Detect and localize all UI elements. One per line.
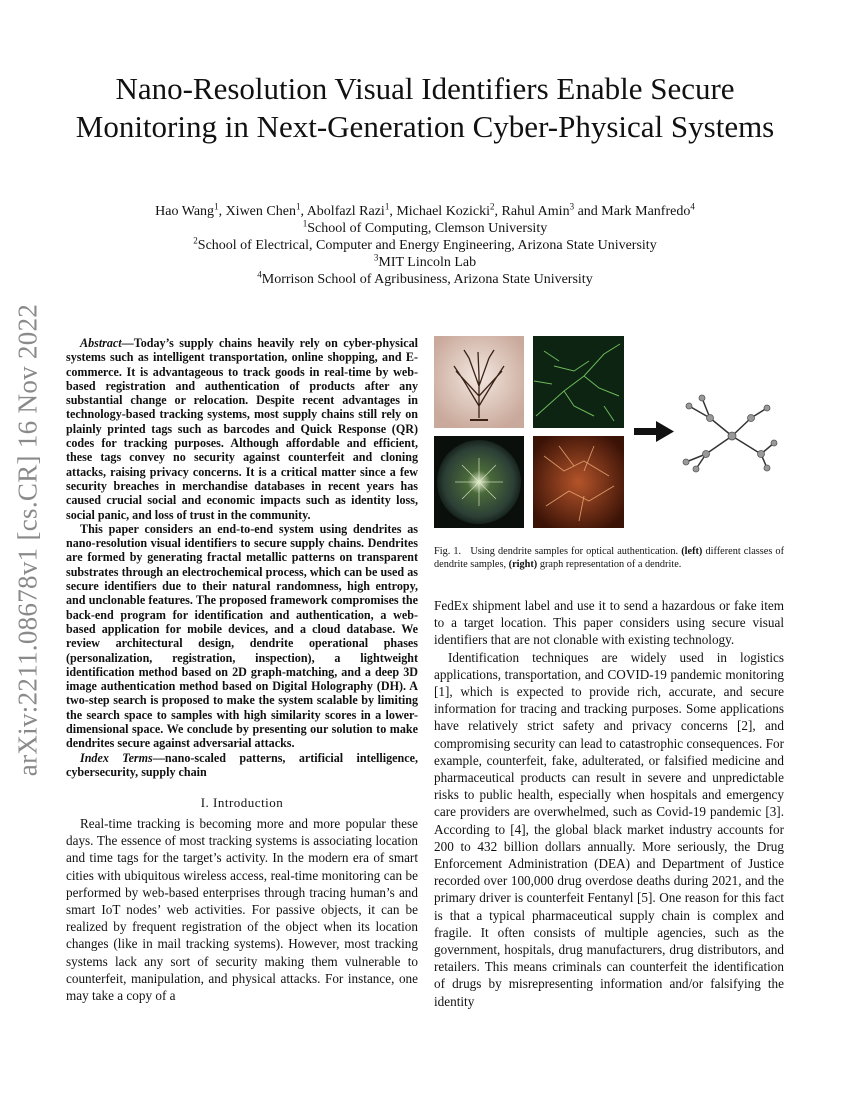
arrow-right-icon bbox=[634, 421, 674, 442]
paragraph: Real-time tracking is becoming more and more popular these days. The essence of most tracking systems is associating location and time tags for the target’s activity. In the modern era of smart cities with ubiquitous wireless access, real-time monitoring can be performed by web-based enterprises through tracing human’s and smart IoT nodes’ web activities. For passive objects, it can be realized by frequent registration of the object when its location changes (like in mail tracking systems). However, most tracking systems lack any sort of security making them vulnerable to counterfeit, manipulation, and physical attacks. For instance, one may take a copy of a bbox=[66, 816, 418, 1004]
author-name: Abolfazl Razi bbox=[306, 204, 385, 219]
dendrite-sample-1 bbox=[434, 336, 524, 428]
abstract-label: Abstract bbox=[80, 336, 122, 350]
affiliation: $^3$MIT Lincoln Lab bbox=[373, 252, 477, 270]
section-heading: I. Introduction bbox=[200, 795, 284, 810]
abstract: Abstract—Today’s supply chains heavily rely on cyber-physical systems such as intelligent transportation, online shopping, and E-commerce. It is advantageous to track goods in real-time by web-based registration and authentication of products after any substantial change or relocation. Despite recent advantages in technology-based tracking systems, most supply chains still rely on plainly printed tags such as barcodes and Quick Response (QR) codes for tracking purposes. Although affordable and efficient, these tags convey no security against counterfeit and cloning attacks, raising privacy concerns. It is a critical matter since a few security breaches in merchandise databases in recent years has caused crucial social and economic impacts such as identity loss, social panic, and loss of trust in the community. This paper considers an end-to-end system using dendrites as nano-resolution visual identifiers to secure supply chains. Dendrites are formed by generating fractal metallic patterns on transparent substrates through an electrochemical process, which can be used as secure identifiers due to their natural randomness, high entropy, and unclonable features. The proposed framework compromises the back-end program for identification and authentication, a web-based application for mobile devices, and a cloud database. We review architectural design, dendrite operational phases (personalization, registration, inspection), a lightweight identification method based on 2D graph-matching, and a deep 3D image authentication method based on Digital Holography (DH). A two-step search is proposed to make the system scalable by limiting the search space to samples with high similarity scores in a lower-dimensional space. We conclude by presenting our solution to make dendrites secure against adversarial attacks. Index Terms—nano-scaled patterns, artificial intelligence, cybersecurity, supply chain bbox=[66, 336, 418, 779]
right-column-text bbox=[434, 597, 784, 1010]
paragraph: Identification techniques are widely used in logistics applications, transportation, and COVID-19 pandemic monitoring [1], which is expected to provide rich, accurate, and secure information for tracing and tracking purposes. Some applications have relatively strict safety and privacy concerns [2], and compromising security can lead to catastrophic consequences. For example, counterfeit, fake, adulterated, or falsified medicine and pharmaceutical products can result in severe and unpredictable risks to public health, especially when hospitals and emergency care providers are overwhelmed, such as Covid-19 pandemic [3]. According to [4], the global black market industry accounts for 200 to 432 billion dollars annually. More seriously, the Drug Enforcement Administration (DEA) and Department of Justice recorded over 100,000 drug overdose deaths during 2021, and the primary driver is counterfeit Fentanyl [5]. One reason for this fact is that a typical pharmaceutical supply chain is complex and fragile. It often consists of multiple agencies, such as the government, hospitals, drug manufacturers, drug distributors, and retailers. This means criminals can counterfeit the identification of drugs by misrepresenting information and/or falsifying the identity bbox=[434, 649, 784, 1009]
arxiv-stamp: arXiv:2211.08678v1 [cs.CR] 16 Nov 2022 bbox=[12, 303, 43, 777]
index-terms-label: Index Terms bbox=[80, 750, 153, 765]
paragraph: FedEx shipment label and use it to send a hazardous or fake item to a target location. This paper considers using secure visual identifiers that are not clonable with existing technology. bbox=[434, 598, 784, 648]
dendrite-sample-2 bbox=[533, 336, 624, 428]
author-list: Hao Wang$^1$, Xiwen Chen$^1$, Abolfazl Razi$^1$, Michael Kozicki$^2$, Rahul Amin$^3$ and Mark Manfredo$^4$ bbox=[155, 201, 695, 219]
author-name: Michael Kozicki bbox=[396, 204, 491, 219]
dendrite-sample-4 bbox=[533, 436, 624, 528]
author-name: Mark Manfredo bbox=[601, 204, 691, 219]
figure-1 bbox=[434, 336, 784, 528]
figure-caption: Fig. 1. Using dendrite samples for optical authentication. (left) different classes of dendrite samples, (right) graph representation of a dendrite. bbox=[434, 546, 785, 571]
author-block bbox=[70, 203, 780, 288]
author-name: Rahul Amin bbox=[501, 204, 570, 219]
affiliation: $^2$School of Electrical, Computer and Energy Engineering, Arizona State University bbox=[193, 235, 657, 253]
affiliation: $^1$School of Computing, Clemson University bbox=[302, 218, 548, 236]
author-name: Xiwen Chen bbox=[225, 204, 296, 219]
author-name: Hao Wang bbox=[155, 204, 215, 219]
dendrite-graph bbox=[683, 395, 777, 472]
paper-title: Nano-Resolution Visual Identifiers Enable Secure Monitoring in Next-Generation Cyber-Physical Systems bbox=[75, 71, 775, 144]
affiliation: $^4$Morrison School of Agribusiness, Arizona State University bbox=[257, 269, 593, 287]
dendrite-sample-3 bbox=[434, 436, 524, 528]
intro-text bbox=[66, 815, 418, 1004]
